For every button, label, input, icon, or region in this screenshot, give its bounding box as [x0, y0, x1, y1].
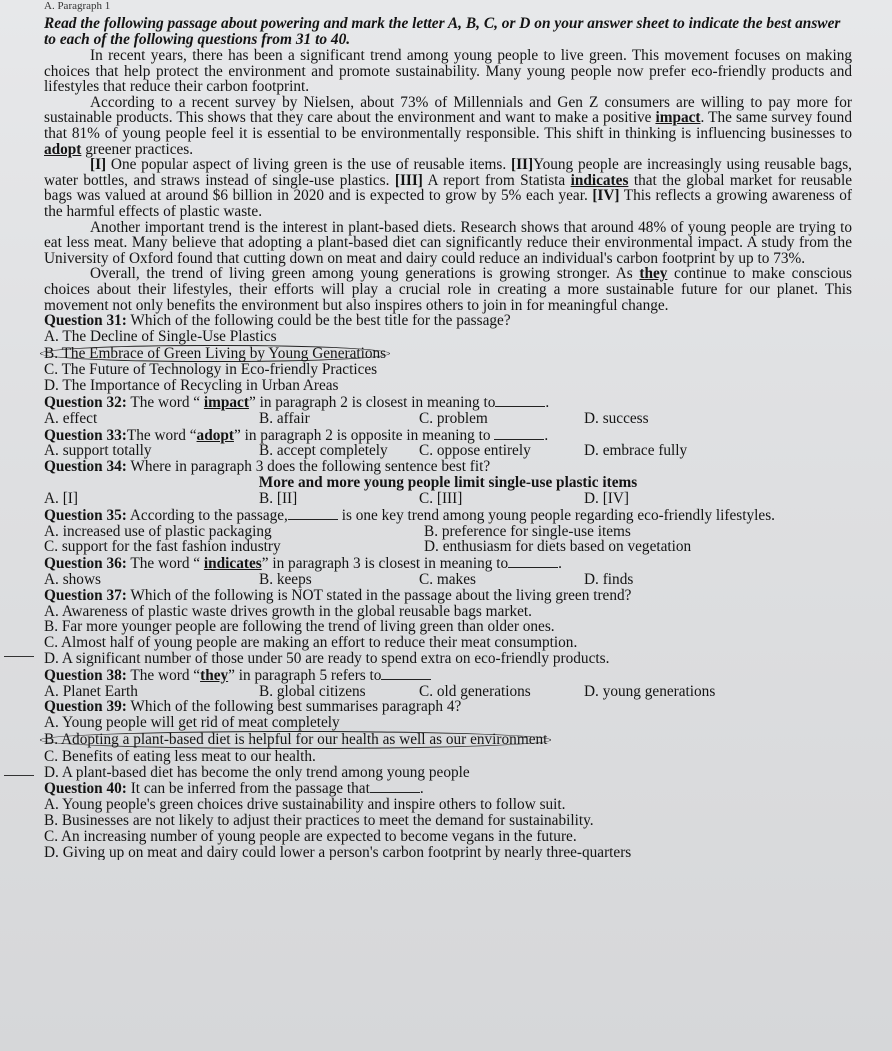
q38-option-a[interactable]: A. Planet Earth: [44, 682, 138, 700]
q37-option-d[interactable]: D. A significant number of those under 50 are ready to spend extra on eco-friendly products.: [44, 650, 610, 668]
q36-option-a[interactable]: A. shows: [44, 571, 101, 589]
q37-option-a[interactable]: A. Awareness of plastic waste drives growth in the global reusable bags market.: [44, 602, 532, 620]
q34-option-c[interactable]: C. [III]: [419, 490, 463, 508]
q37-option-c[interactable]: C. Almost half of young people are making an effort to reduce their meat consumption.: [44, 634, 578, 652]
q34-options: [44, 491, 852, 507]
q36-option-b[interactable]: B. keeps: [259, 571, 312, 589]
q38-options: [44, 684, 852, 700]
question-38: Question 38: The word “they” in paragraph 5 refers to: [44, 667, 852, 684]
q33-option-c[interactable]: C. oppose entirely: [419, 442, 531, 460]
question-33: Question 33:The word “adopt” in paragraph 2 is opposite in meaning to .: [44, 426, 549, 444]
paragraph-3: [I] One popular aspect of living green is the use of reusable items. [II]Young people are increasingly using reusable bags, water bottles, and straws instead of single-use plastics. [III] A report from Statista indicates that the global market for reusable bags was valued at around $6 billion in 2020 and is expected to grow by 5% each year. [IV] This reflects a growing awareness of the harmful effects of plastic waste.: [44, 156, 852, 220]
q38-option-c[interactable]: C. old generations: [419, 682, 531, 700]
q40-option-b[interactable]: B. Businesses are not likely to adjust their practices to meet the demand for sustainability.: [44, 812, 594, 829]
q39-option-d[interactable]: D. A plant-based diet has become the only trend among young people: [44, 763, 470, 781]
q35-option-d[interactable]: D. enthusiasm for diets based on vegetation: [424, 538, 692, 556]
q37-option-b[interactable]: B. Far more younger people are following the trend of living green than older ones.: [44, 618, 555, 636]
q36-option-d[interactable]: D. finds: [584, 571, 634, 589]
q33-option-b[interactable]: B. accept completely: [259, 442, 388, 460]
question-36: Question 36: The word “ indicates” in paragraph 3 is closest in meaning to .: [44, 555, 562, 573]
question-32: Question 32: The word “ impact” in paragraph 2 is closest in meaning to .: [44, 394, 550, 412]
word-adopt: adopt: [44, 140, 82, 158]
q40-option-c[interactable]: C. An increasing number of young people are expected to become vegans in the future.: [44, 827, 577, 845]
q40-option-a[interactable]: A. Young people's green choices drive sustainability and inspire others to follow suit.: [44, 796, 566, 814]
paragraph-1: In recent years, there has been a significant trend among young people to live green. This movement focuses on making choices that help protect the environment and promote sustainability. Many young people now prefer eco-friendly products and lifestyles that reduce their carbon footprint.: [44, 47, 852, 96]
q39-option-b[interactable]: B. Adopting a plant-based diet is helpful for our health as well as our environment: [44, 731, 852, 749]
paragraph-5: Overall, the trend of living green among young generations is growing stronger. As they continue to make conscious choices about their lifestyles, their efforts will play a crucial role in creating a more sustainable future for our planet. This movement not only benefits the environment but also inspires others to join in for meaningful change.: [44, 265, 852, 314]
q39-option-c[interactable]: C. Benefits of eating less meat to our health.: [44, 747, 316, 765]
word-indicates: indicates: [570, 171, 629, 189]
question-35: Question 35: According to the passage, is one key trend among young people regarding eco-friendly lifestyles.: [44, 506, 775, 524]
q31-option-d[interactable]: D. The Importance of Recycling in Urban Areas: [44, 377, 339, 395]
q35-options-row2: [44, 539, 852, 555]
q33-option-a[interactable]: A. support totally: [44, 442, 152, 460]
marker-4: [IV]: [592, 187, 620, 205]
word-impact: impact: [655, 109, 701, 127]
q32-option-a[interactable]: A. effect: [44, 409, 98, 427]
question-39: Question 39: Which of the following best summarises paragraph 4?: [44, 698, 462, 716]
q31-option-a[interactable]: A. The Decline of Single-Use Plastics: [44, 327, 277, 345]
q32-option-c[interactable]: C. problem: [419, 409, 488, 427]
pencil-mark-q35: [4, 656, 34, 657]
question-40: Question 40: It can be inferred from the passage that .: [44, 780, 424, 798]
q31-option-b[interactable]: B. The Embrace of Green Living by Young Generations: [44, 345, 852, 363]
marker-1: [I]: [90, 156, 107, 174]
q35-option-a[interactable]: A. increased use of plastic packaging: [44, 522, 272, 540]
marker-3: [III]: [394, 171, 423, 189]
q36-options: [44, 572, 852, 588]
q33-option-d[interactable]: D. embrace fully: [584, 442, 688, 460]
q38-option-d[interactable]: D. young generations: [584, 682, 716, 700]
instructions: Read the following passage about powering and mark the letter A, B, C, or D on your answer sheet to indicate the best answer to each of the following questions from 31 to 40.: [44, 15, 841, 48]
paragraph-4: Another important trend is the interest in plant-based diets. Research shows that around 48% of young people are trying to eat less meat. Many believe that adopting a plant-based diet can significantly reduce their environmental impact. A study from the University of Oxford found that cutting down on meat and dairy could reduce an individual's carbon footprint by up to 73%.: [44, 218, 852, 267]
q39-option-a[interactable]: A. Young people will get rid of meat completely: [44, 714, 340, 732]
pencil-mark-q37: [4, 775, 34, 776]
question-31: Question 31: Which of the following could be the best title for the passage?: [44, 312, 511, 330]
q35-options-row1: [44, 524, 852, 540]
q36-option-c[interactable]: C. makes: [419, 571, 476, 589]
q33-options: [44, 443, 852, 459]
q31-option-c[interactable]: C. The Future of Technology in Eco-friendly Practices: [44, 361, 378, 379]
question-34: Question 34: Where in paragraph 3 does the following sentence best fit?: [44, 458, 491, 476]
q34-option-d[interactable]: D. [IV]: [584, 490, 630, 508]
q32-option-d[interactable]: D. success: [584, 409, 649, 427]
word-they: they: [639, 265, 668, 283]
q38-option-b[interactable]: B. global citizens: [259, 682, 366, 700]
question-37: Question 37: Which of the following is NOT stated in the passage about the living green trend?: [44, 586, 632, 604]
q35-option-c[interactable]: C. support for the fast fashion industry: [44, 538, 281, 556]
q34-sentence: More and more young people limit single-use plastic items: [258, 474, 638, 492]
paragraph-2: According to a recent survey by Nielsen, about 73% of Millennials and Gen Z consumers are willing to pay more for sustainable products. This shows that they care about the environment and want to make a positive impact. The same survey found that 81% of young people feel it is essential to be environmentally responsible. This shift in thinking is influencing businesses to adopt greener practices.: [44, 93, 852, 158]
page-header: A. Paragraph 1: [44, 0, 111, 12]
marker-2: [II]: [510, 156, 534, 174]
q34-option-b[interactable]: B. [II]: [259, 490, 298, 508]
q35-option-b[interactable]: B. preference for single-use items: [424, 522, 631, 540]
q40-option-d[interactable]: D. Giving up on meat and dairy could lower a person's carbon footprint by nearly three-quarters: [44, 844, 632, 861]
q34-option-a[interactable]: A. [I]: [44, 490, 78, 508]
q32-option-b[interactable]: B. affair: [259, 409, 310, 427]
q32-options: [44, 411, 852, 427]
